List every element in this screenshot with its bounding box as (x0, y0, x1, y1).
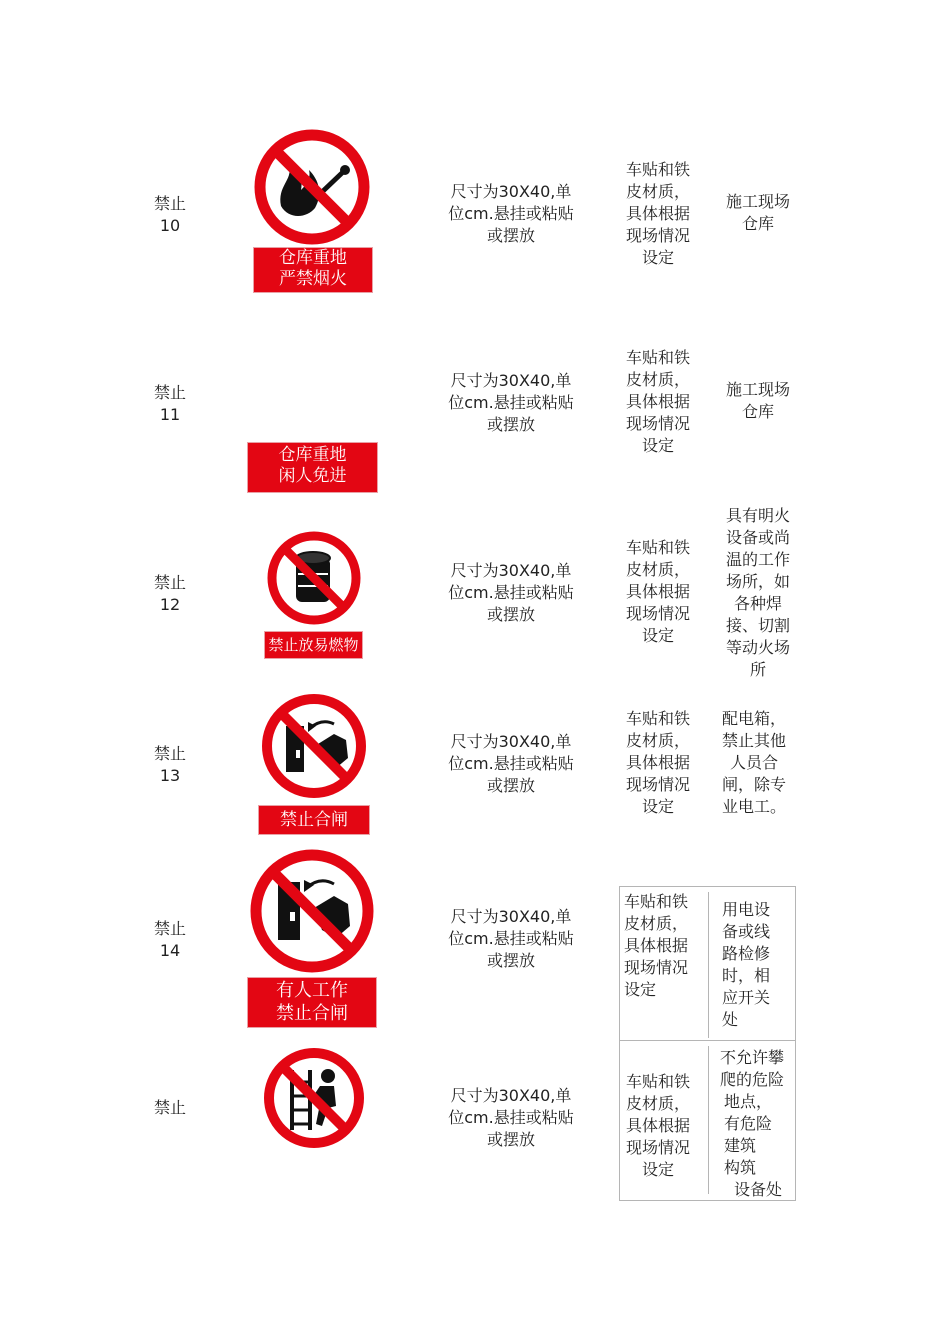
location-line: 温的工作 (725, 550, 790, 569)
material-line: 皮材质， (625, 182, 690, 201)
row-label-text: 禁止 (153, 919, 186, 938)
location-15 (720, 1047, 794, 1201)
material-line: 设定 (641, 248, 674, 267)
material-10 (618, 159, 698, 269)
material-14 (618, 891, 704, 1001)
material-line: 车贴和铁 (625, 1072, 690, 1091)
row-label-11 (140, 382, 200, 426)
location-line: 禁止其他 (721, 731, 786, 750)
size-spec-11 (436, 370, 586, 436)
size-spec-12 (436, 560, 586, 626)
size-spec-15 (436, 1085, 586, 1151)
location-line: 所 (749, 660, 766, 679)
sign-banner-11 (248, 443, 377, 492)
location-line: 等动火场 (725, 638, 790, 657)
table-border-left (619, 886, 620, 1201)
location-line: 设备或尚 (725, 528, 790, 547)
location-line: 时，相 (722, 966, 771, 985)
size-line: 位cm.悬挂或粘贴 (448, 583, 574, 602)
material-line: 具体根据 (625, 582, 690, 601)
location-line: 爬的危险 (720, 1070, 785, 1089)
table-border-bottom (619, 1200, 796, 1201)
no-switching-icon (248, 848, 376, 974)
row-label-12 (140, 572, 200, 616)
table-border-right (795, 886, 796, 1201)
size-line: 位cm.悬挂或粘贴 (448, 1108, 574, 1127)
size-line: 或摆放 (486, 951, 535, 970)
banner-line: 仓库重地 (279, 248, 347, 268)
banner-line: 禁止合闸 (280, 810, 348, 830)
row-label-number: 13 (159, 766, 181, 785)
location-line: 建筑 (724, 1136, 757, 1155)
row-label-number: 11 (159, 405, 181, 424)
size-line: 尺寸为30X40,单 (450, 907, 572, 926)
material-line: 车贴和铁 (625, 709, 690, 728)
location-line: 路检修 (722, 944, 771, 963)
location-line: 构筑 (724, 1158, 757, 1177)
location-13 (714, 708, 794, 818)
location-line: 业电工。 (721, 797, 786, 816)
no-climbing-icon (262, 1046, 366, 1150)
banner-line: 有人工作 (276, 980, 348, 1001)
location-line: 接、切割 (725, 616, 790, 635)
location-line: 配电箱， (721, 709, 786, 728)
material-line: 具体根据 (625, 204, 690, 223)
material-line: 具体根据 (625, 753, 690, 772)
row-label-14 (140, 918, 200, 962)
size-spec-14 (436, 906, 586, 972)
size-line: 或摆放 (486, 776, 535, 795)
size-line: 尺寸为30X40,单 (450, 371, 572, 390)
size-line: 位cm.悬挂或粘贴 (448, 754, 574, 773)
material-line: 现场情况 (625, 414, 690, 433)
material-line: 车贴和铁 (625, 160, 690, 179)
location-line: 处 (722, 1010, 739, 1029)
location-12 (718, 505, 798, 681)
size-line: 或摆放 (486, 415, 535, 434)
sign-banner-10 (254, 248, 372, 292)
size-line: 尺寸为30X40,单 (450, 1086, 572, 1105)
location-line: 仓库 (741, 214, 774, 233)
row-label-number: 12 (159, 595, 181, 614)
size-spec-10 (436, 181, 586, 247)
banner-line: 禁止放易燃物 (268, 636, 359, 654)
banner-line: 严禁烟火 (279, 269, 347, 289)
size-line: 位cm.悬挂或粘贴 (448, 204, 574, 223)
material-line: 现场情况 (625, 604, 690, 623)
material-line: 设定 (641, 1160, 674, 1179)
location-line: 有危险 (724, 1114, 773, 1133)
table-border-divider (708, 1046, 709, 1194)
location-line: 地点， (724, 1092, 773, 1111)
material-13 (618, 708, 698, 818)
row-label-13 (140, 743, 200, 787)
location-line: 各种焊 (733, 594, 782, 613)
material-line: 设定 (641, 436, 674, 455)
material-line: 现场情况 (624, 958, 689, 977)
size-spec-13 (436, 731, 586, 797)
sign-banner-14 (248, 978, 376, 1027)
row-label-text: 禁止 (153, 194, 186, 213)
row-label-text: 禁止 (153, 573, 186, 592)
size-line: 位cm.悬挂或粘贴 (448, 393, 574, 412)
material-line: 车贴和铁 (625, 538, 690, 557)
location-line: 不允许攀 (720, 1048, 785, 1067)
material-line: 皮材质， (625, 370, 690, 389)
row-label-number: 10 (159, 216, 181, 235)
location-line: 人员合 (729, 753, 778, 772)
location-line: 备或线 (722, 922, 771, 941)
material-line: 设定 (641, 626, 674, 645)
table-border-top (619, 886, 796, 887)
row-label-15 (140, 1097, 200, 1119)
banner-line: 闲人免进 (278, 466, 347, 486)
material-line: 皮材质， (625, 560, 690, 579)
material-15 (618, 1071, 698, 1181)
row-label-number: 14 (159, 941, 181, 960)
location-14 (722, 899, 782, 1031)
sign-banner-12 (265, 632, 362, 658)
material-line: 设定 (641, 797, 674, 816)
sign-banner-13 (259, 806, 369, 834)
location-11 (718, 379, 798, 423)
material-line: 皮材质， (625, 731, 690, 750)
table-border-divider (708, 892, 709, 1038)
location-line: 施工现场 (725, 192, 790, 211)
table-border-middle (619, 1040, 796, 1041)
location-line: 闸，除专 (721, 775, 786, 794)
material-line: 现场情况 (625, 1138, 690, 1157)
no-flammables-icon (266, 530, 362, 626)
material-line: 现场情况 (625, 775, 690, 794)
row-label-text: 禁止 (153, 1098, 186, 1117)
material-line: 现场情况 (625, 226, 690, 245)
banner-line: 禁止合闸 (276, 1003, 348, 1024)
location-line: 具有明火 (725, 506, 790, 525)
material-line: 车贴和铁 (625, 348, 690, 367)
row-label-text: 禁止 (153, 744, 186, 763)
size-line: 或摆放 (486, 226, 535, 245)
no-fire-icon (253, 128, 371, 246)
banner-line: 仓库重地 (278, 445, 347, 465)
location-line: 施工现场 (725, 380, 790, 399)
row-label-text: 禁止 (153, 383, 186, 402)
material-12 (618, 537, 698, 647)
size-line: 或摆放 (486, 605, 535, 624)
location-line: 场所，如 (725, 572, 790, 591)
location-line: 用电设 (722, 900, 771, 919)
size-line: 或摆放 (486, 1130, 535, 1149)
size-line: 尺寸为30X40,单 (450, 182, 572, 201)
material-line: 皮材质， (625, 1094, 690, 1113)
material-line: 具体根据 (625, 392, 690, 411)
row-label-10 (140, 193, 200, 237)
size-line: 位cm.悬挂或粘贴 (448, 929, 574, 948)
no-switching-icon (260, 692, 368, 800)
location-line: 设备处 (734, 1180, 783, 1199)
location-line: 仓库 (741, 402, 774, 421)
location-10 (718, 191, 798, 235)
material-line: 设定 (624, 980, 657, 999)
material-line: 皮材质， (624, 914, 689, 933)
location-line: 应开关 (722, 988, 771, 1007)
size-line: 尺寸为30X40,单 (450, 732, 572, 751)
material-line: 车贴和铁 (624, 892, 689, 911)
size-line: 尺寸为30X40,单 (450, 561, 572, 580)
material-line: 具体根据 (624, 936, 689, 955)
material-11 (618, 347, 698, 457)
material-line: 具体根据 (625, 1116, 690, 1135)
